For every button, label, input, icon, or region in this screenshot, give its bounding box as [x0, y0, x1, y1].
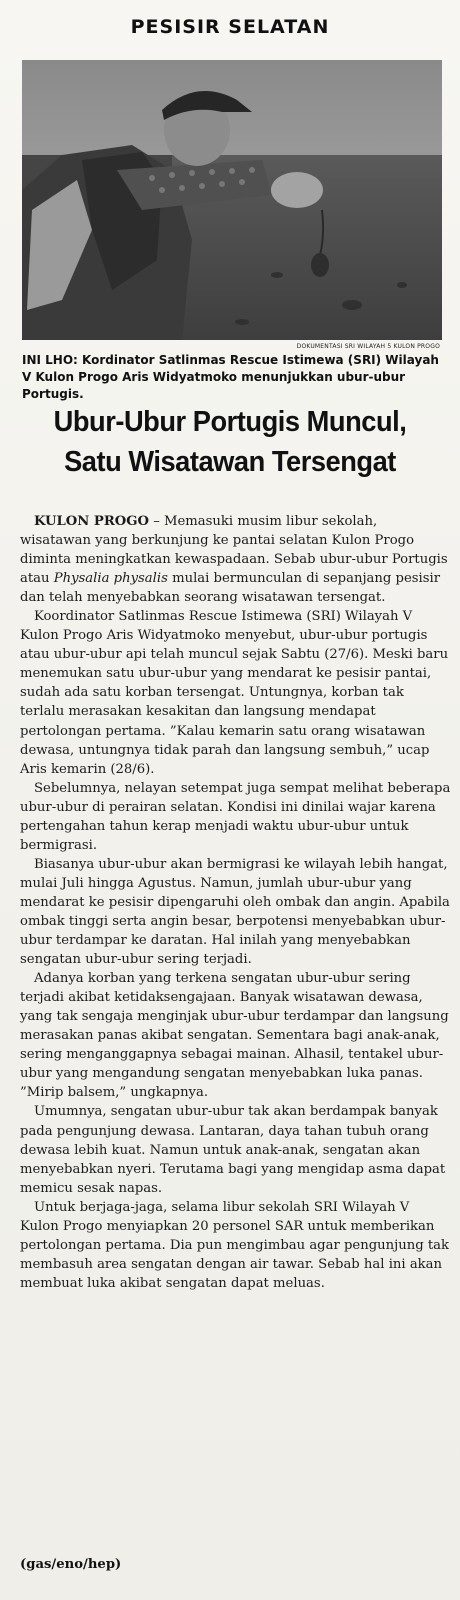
- headline-line-1: Ubur-Ubur Portugis Muncul,: [53, 406, 407, 438]
- paragraph-1-text-a: – Memasuki musim libur sekolah, wisatawan yang berkunjung ke pantai selatan Kulon Progo diminta meningkatkan kewaspadaan. Sebab ubur-ubur Portugis atau: [20, 514, 448, 587]
- section-rubric: PESISIR SELATAN: [130, 16, 330, 38]
- dateline: KULON PROGO: [34, 514, 150, 529]
- photo-credit: DOKUMENTASI SRI WILAYAH 5 KULON PROGO: [296, 343, 440, 350]
- photo-caption: INI LHO: Kordinator Satlinmas Rescue Istimewa (SRI) Wilayah V Kulon Progo Aris Widyatmoko menunjukkan ubur-ubur Portugis.: [22, 353, 439, 401]
- author-signoff: (gas/eno/hep): [20, 1557, 122, 1572]
- species-name: Physalia physalis: [53, 571, 168, 587]
- headline-line-2: Satu Wisatawan Tersengat: [64, 446, 396, 478]
- paragraph-3: Sebelumnya, nelayan setempat juga sempat melihat beberapa ubur-ubur di perairan selatan. Kondisi ini dinilai wajar karena pertengahan tahun kerap menjadi waktu ubur-ubur untuk bermigrasi.: [20, 780, 451, 853]
- paragraph-5: Adanya korban yang terkena sengatan ubur-ubur sering terjadi akibat ketidaksengajaan. Banyak wisatawan dewasa, yang tak sengaja menginjak ubur-ubur terdampar dan langsung merasakan panas akibat sengatan. Sementara bagi anak-anak, sering menganggapnya sebagai mainan. Alhasil, tentakel ubur-ubur yang mengandung sengatan menyebabkan luka panas. ”Mirip balsem,” ungkapnya.: [20, 971, 449, 1101]
- rescuer-photo-illustration: [22, 60, 442, 340]
- news-photo: [22, 60, 442, 340]
- paragraph-1-text-b: mulai bermunculan di sepanjang pesisir dan telah menyebabkan seorang wisatawan tersengat.: [20, 571, 441, 606]
- article-body: [20, 512, 452, 1293]
- paragraph-2: Koordinator Satlinmas Rescue Istimewa (SRI) Wilayah V Kulon Progo Aris Widyatmoko menyebut, ubur-ubur portugis atau ubur-ubur api telah muncul sejak Sabtu (27/6). Meski baru menemukan satu ubur-ubur yang mendarat ke pesisir pantai, sudah ada satu korban tersengat. Untungnya, korban tak terlalu merasakan kesakitan dan langsung mendapat pertolongan pertama. ”Kalau kemarin satu orang wisatawan dewasa, untungnya tidak parah dan langsung sembuh,” ucap Aris kemarin (28/6).: [20, 609, 449, 777]
- paragraph-6: Umumnya, sengatan ubur-ubur tak akan berdampak banyak pada pengunjung dewasa. Lantaran, daya tahan tubuh orang dewasa lebih kuat. Namun untuk anak-anak, sengatan akan menyebabkan nyeri. Terutama bagi yang mengidap asma dapat memicu sesak napas.: [20, 1104, 446, 1196]
- article-headline: [23, 402, 437, 482]
- paragraph-4: Biasanya ubur-ubur akan bermigrasi ke wilayah lebih hangat, mulai Juli hingga Agustus. Namun, jumlah ubur-ubur yang mendarat ke pesisir dipengaruhi oleh ombak dan angin. Apabila ombak tinggi serta angin besar, berpotensi menyebabkan ubur-ubur terdampar ke daratan. Hal inilah yang menyebabkan sengatan ubur-ubur sering terjadi.: [20, 856, 450, 968]
- paragraph-7: Untuk berjaga-jaga, selama libur sekolah SRI Wilayah V Kulon Progo menyiapkan 20 personel SAR untuk memberikan pertolongan pertama. Dia pun mengimbau agar pengunjung tak membasuh area sengatan dengan air tawar. Sebab hal ini akan membuat luka akibat sengatan dapat meluas.: [20, 1199, 450, 1291]
- paragraph-1: [20, 512, 452, 607]
